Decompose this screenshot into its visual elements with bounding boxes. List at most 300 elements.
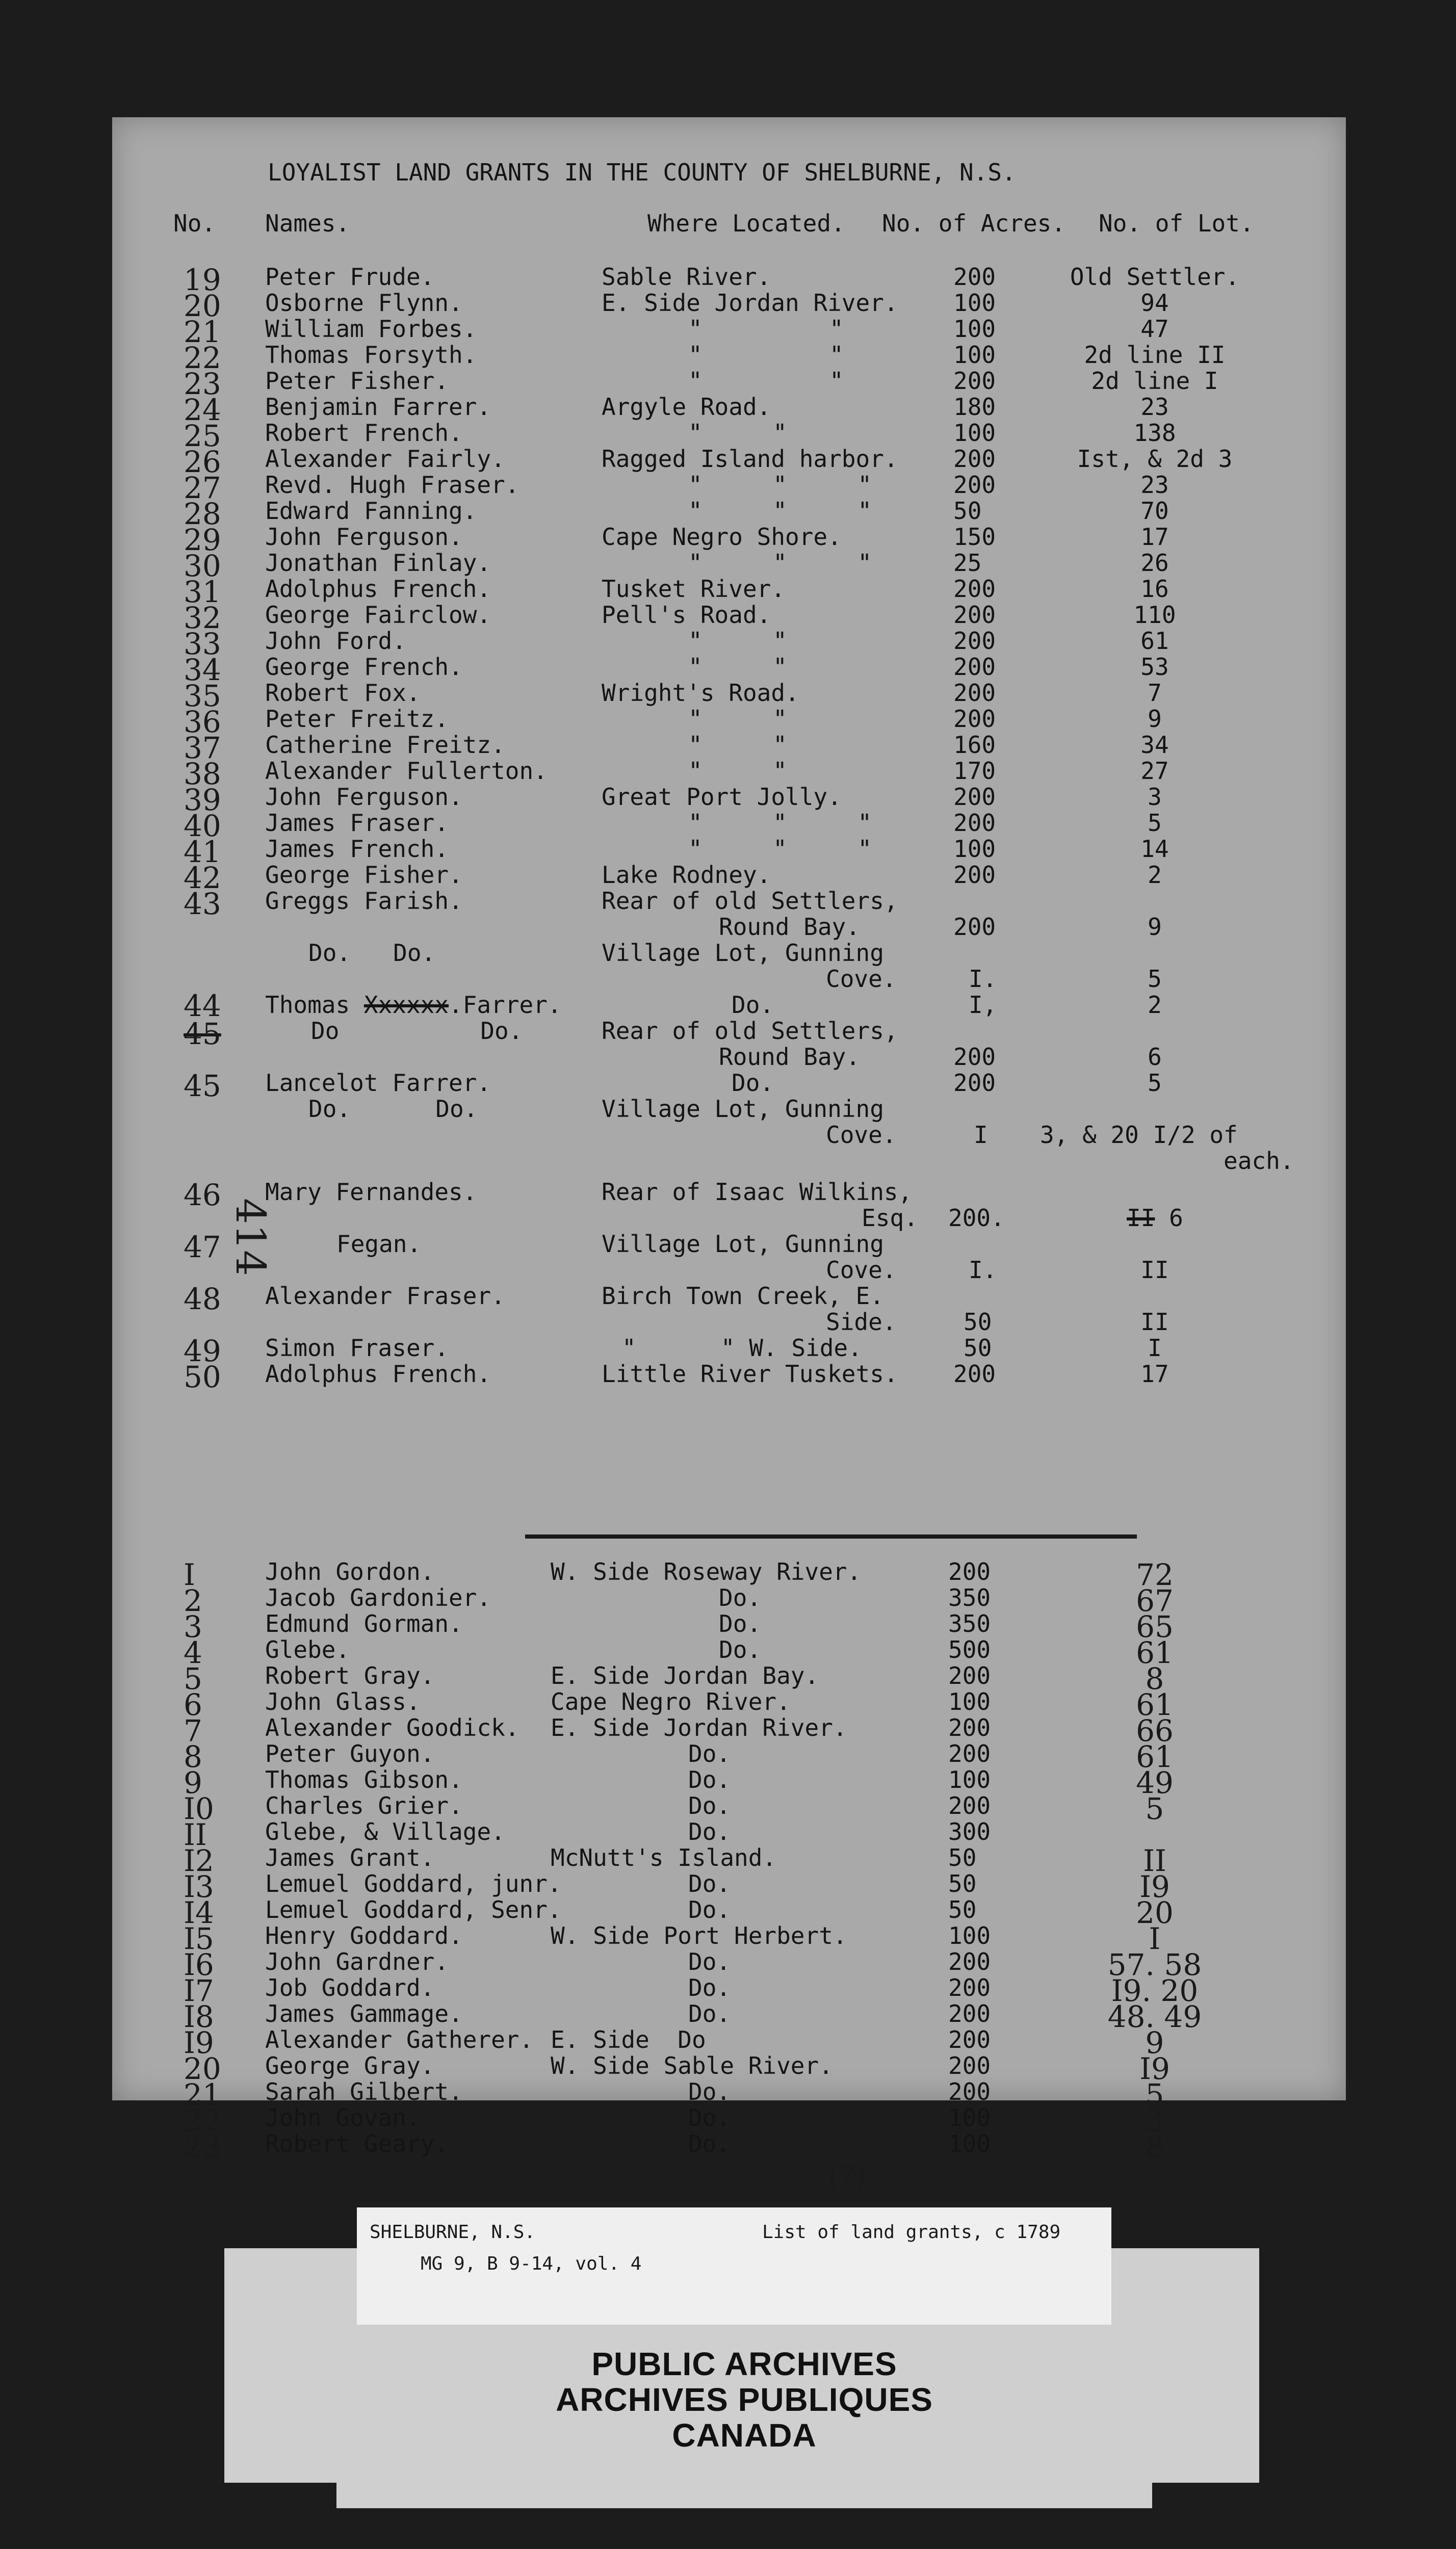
label-place: SHELBURNE, N.S. <box>370 2222 536 2243</box>
row-44-acres: I, <box>969 991 997 1019</box>
row-g-20-lot: I9 <box>1139 2051 1170 2086</box>
row-f-26-name: Alexander Fairly. <box>265 445 505 473</box>
row-45a-where-2: Round Bay. <box>719 1043 860 1071</box>
row-g-20-name: George Gray. <box>265 2052 435 2079</box>
row-g-9-acres: 100 <box>948 1766 991 1793</box>
row-f-23-name: Peter Fisher. <box>265 367 449 395</box>
archives-stamp <box>336 2325 1152 2508</box>
row-f-42-name: George Fisher. <box>265 861 463 889</box>
row-45-where: Do. <box>732 1069 774 1097</box>
row-f-34-lot: 53 <box>1140 653 1169 681</box>
row-f-24-where: Argyle Road. <box>602 393 771 421</box>
catalog-label <box>357 2207 1111 2335</box>
row-g-5-lot: 8 <box>1145 1661 1164 1696</box>
row-g-18-no: I8 <box>184 1999 214 2034</box>
row-f-42-no: 42 <box>184 861 221 895</box>
row-g-13-lot: I9 <box>1139 1869 1170 1904</box>
row-f-23-acres: 200 <box>953 367 996 395</box>
row-g-5-acres: 200 <box>948 1662 991 1689</box>
row-g-22-where: Do. <box>688 2104 731 2131</box>
row-g-23-acres: 100 <box>948 2130 991 2157</box>
row-f-26-no: 26 <box>184 445 221 479</box>
row-47-acres: I. <box>969 1256 997 1284</box>
row-g-3-lot: 65 <box>1136 1609 1174 1644</box>
row-f-25-acres: 100 <box>953 419 996 447</box>
row-g-10-name: Charles Grier. <box>265 1792 463 1819</box>
row-f-32-acres: 200 <box>953 601 996 629</box>
row-g-4-no: 4 <box>184 1635 202 1670</box>
row-44-struck-name: Xxxxxx <box>363 991 449 1019</box>
row-f-24-name: Benjamin Farrer. <box>265 393 491 421</box>
row-f-29-lot: 17 <box>1140 523 1169 551</box>
row-44-name: Thomas Xxxxxx.Farrer. <box>265 991 562 1019</box>
row-g-2-lot: 67 <box>1136 1583 1174 1618</box>
row-f-40-no: 40 <box>184 809 221 843</box>
row-f-37-name: Catherine Freitz. <box>265 731 505 759</box>
header-acres: No. of Acres. <box>882 210 1066 237</box>
row-47-where-1: Village Lot, Gunning <box>602 1230 884 1258</box>
row-g-20-no: 20 <box>184 2051 221 2086</box>
row-f-30-name: Jonathan Finlay. <box>265 549 491 577</box>
row-g-18-where: Do. <box>688 2000 731 2027</box>
row-g-2-acres: 350 <box>948 1584 991 1611</box>
row-g-19-lot: 9 <box>1145 2025 1164 2060</box>
row-f-21-acres: 100 <box>953 315 996 343</box>
row-f-31-where: Tusket River. <box>602 575 786 603</box>
row-g-9-name: Thomas Gibson. <box>265 1766 463 1793</box>
row-f-25-no: 25 <box>184 419 221 453</box>
row-g-12-acres: 50 <box>948 1844 977 1871</box>
row-g-21-where: Do. <box>688 2078 731 2105</box>
row-f-20-lot: 94 <box>1140 289 1169 317</box>
row-g-11-no: II <box>184 1817 207 1852</box>
row-f-40-lot: 5 <box>1148 809 1162 837</box>
row-g-11-acres: 300 <box>948 1818 991 1845</box>
row-f-32-where: Pell's Road. <box>602 601 771 629</box>
row-50-acres: 200 <box>953 1360 996 1388</box>
row-g-8-acres: 200 <box>948 1740 991 1767</box>
row-45-name: Lancelot Farrer. <box>265 1069 491 1097</box>
row-f-21-lot: 47 <box>1140 315 1169 343</box>
row-f-26-acres: 200 <box>953 445 996 473</box>
row-f-27-name: Revd. Hugh Fraser. <box>265 471 519 499</box>
row-g-10-lot: 5 <box>1145 1791 1164 1826</box>
row-f-35-where: Wright's Road. <box>602 679 799 707</box>
row-f-26-lot: Ist, & 2d 3 <box>1077 445 1233 473</box>
row-g-18-name: James Gammage. <box>265 2000 463 2027</box>
row-f-42-lot: 2 <box>1148 861 1162 889</box>
row-46-acres: 200. <box>948 1204 1005 1232</box>
row-f-22-acres: 100 <box>953 341 996 369</box>
row-g-9-lot: 49 <box>1136 1765 1174 1800</box>
row-f-27-acres: 200 <box>953 471 996 499</box>
row-g-7-where: E. Side Jordan River. <box>551 1714 847 1741</box>
row-g-1-lot: 72 <box>1136 1557 1174 1592</box>
row-g-2-no: 2 <box>184 1583 202 1618</box>
row-g-12-name: James Grant. <box>265 1844 435 1871</box>
header-names: Names. <box>265 210 350 237</box>
row-f-35-lot: 7 <box>1148 679 1162 707</box>
row-g-7-lot: 66 <box>1136 1713 1174 1748</box>
row-f-24-no: 24 <box>184 393 221 427</box>
row-g-3-acres: 350 <box>948 1610 991 1637</box>
row-50-name: Adolphus French. <box>265 1360 491 1388</box>
row-46-no: 46 <box>184 1178 221 1212</box>
row-f-21-name: William Forbes. <box>265 315 477 343</box>
row-g-23-where: Do. <box>688 2130 731 2157</box>
row-g-17-lot: I9. 20 <box>1111 1973 1199 2008</box>
row-g-15-acres: 100 <box>948 1922 991 1949</box>
row-48-no: 48 <box>184 1282 221 1316</box>
row-f-19-name: Peter Frude. <box>265 263 435 291</box>
row-f-30-lot: 26 <box>1140 549 1169 577</box>
row-f-35-no: 35 <box>184 679 221 713</box>
row-g-5-where: E. Side Jordan Bay. <box>551 1662 819 1689</box>
row-g-21-lot: 5 <box>1145 2077 1164 2112</box>
row-g-16-no: I6 <box>184 1947 214 1982</box>
row-g-4-acres: 500 <box>948 1636 991 1663</box>
row-47-name: Fegan. <box>336 1230 422 1258</box>
row-47-where-2: Cove. <box>826 1256 897 1284</box>
row-44-no: 44 <box>184 989 221 1023</box>
row-f-23-no: 23 <box>184 367 221 401</box>
row-f-30-where: " " " <box>688 549 872 577</box>
row-45a-no: 45 <box>184 1017 221 1051</box>
row-g-15-no: I5 <box>184 1921 214 1956</box>
row-f-36-where: " " <box>688 705 787 733</box>
row-45a-where-1: Rear of old Settlers, <box>602 1017 898 1045</box>
row-f-38-no: 38 <box>184 757 221 791</box>
header-where-located: Where Located. <box>647 210 845 237</box>
row-43-do-where-1: Village Lot, Gunning <box>602 939 884 967</box>
row-46-struck-lot: II <box>1127 1204 1155 1232</box>
row-g-22-name: John Govan. <box>265 2104 421 2131</box>
row-f-32-no: 32 <box>184 601 221 635</box>
row-f-28-where: " " " <box>688 497 872 525</box>
row-f-41-acres: 100 <box>953 835 996 863</box>
row-f-37-acres: 160 <box>953 731 996 759</box>
row-g-8-lot: 61 <box>1136 1739 1174 1774</box>
row-47-lot: II <box>1140 1256 1169 1284</box>
row-g-21-no: 21 <box>184 2077 221 2112</box>
row-g-19-name: Alexander Gatherer. <box>265 2026 534 2053</box>
row-g-12-where: McNutt's Island. <box>551 1844 777 1871</box>
row-g-13-name: Lemuel Goddard, junr. <box>265 1870 562 1897</box>
row-43-no: 43 <box>184 887 221 921</box>
row-g-13-acres: 50 <box>948 1870 977 1897</box>
row-f-31-name: Adolphus French. <box>265 575 491 603</box>
row-f-39-lot: 3 <box>1148 783 1162 811</box>
row-49-no: 49 <box>184 1334 221 1368</box>
row-46-where-2: Esq. <box>862 1204 918 1232</box>
row-g-19-acres: 200 <box>948 2026 991 2053</box>
row-48-where-1: Birch Town Creek, E. <box>602 1282 884 1310</box>
row-f-39-name: John Ferguson. <box>265 783 463 811</box>
row-g-23-no: 23 <box>184 2129 221 2164</box>
row-f-26-where: Ragged Island harbor. <box>602 445 898 473</box>
row-43-lot: 9 <box>1148 913 1162 941</box>
row-f-28-lot: 70 <box>1140 497 1169 525</box>
row-g-23-name: Robert Geary. <box>265 2130 449 2157</box>
row-f-28-name: Edward Fanning. <box>265 497 477 525</box>
row-g-19-no: I9 <box>184 2025 214 2060</box>
row-f-30-no: 30 <box>184 549 221 583</box>
row-f-41-name: James French. <box>265 835 449 863</box>
row-f-40-acres: 200 <box>953 809 996 837</box>
row-g-1-no: I <box>184 1557 195 1592</box>
row-g-9-no: 9 <box>184 1765 202 1800</box>
row-g-1-name: John Gordon. <box>265 1558 435 1585</box>
row-45-do-lot-1: 3, & 20 I/2 of <box>1040 1121 1238 1149</box>
row-g-10-acres: 200 <box>948 1792 991 1819</box>
row-f-42-acres: 200 <box>953 861 996 889</box>
row-f-33-lot: 61 <box>1140 627 1169 655</box>
row-g-14-lot: 20 <box>1136 1895 1174 1930</box>
row-g-8-no: 8 <box>184 1739 202 1774</box>
row-f-34-no: 34 <box>184 653 221 687</box>
row-g-7-name: Alexander Goodick. <box>265 1714 519 1741</box>
row-f-31-acres: 200 <box>953 575 996 603</box>
row-f-22-where: " " <box>688 341 844 369</box>
row-48-name: Alexander Fraser. <box>265 1282 505 1310</box>
row-g-16-name: John Gardner. <box>265 1948 449 1975</box>
row-f-28-no: 28 <box>184 497 221 531</box>
row-43-do-where-2: Cove. <box>826 965 897 993</box>
row-f-23-where: " " <box>688 367 844 395</box>
row-45-do-name: Do. Do. <box>308 1095 478 1123</box>
row-g-16-where: Do. <box>688 1948 731 1975</box>
row-45-do-where-2: Cove. <box>826 1121 897 1149</box>
row-g-18-lot: 48. 49 <box>1107 1999 1202 2034</box>
row-g-8-name: Peter Guyon. <box>265 1740 435 1767</box>
row-f-31-no: 31 <box>184 575 221 609</box>
document-title: LOYALIST LAND GRANTS IN THE COUNTY OF SHELBURNE, N.S. <box>268 159 1016 186</box>
row-f-41-where: " " " <box>688 835 872 863</box>
row-f-33-acres: 200 <box>953 627 996 655</box>
row-f-34-where: " " <box>688 653 787 681</box>
row-f-19-no: 19 <box>184 263 221 297</box>
row-f-30-acres: 25 <box>953 549 982 577</box>
row-g-5-no: 5 <box>184 1661 202 1696</box>
row-50-lot: 17 <box>1140 1360 1169 1388</box>
label-description: List of land grants, c 1789 <box>762 2222 1061 2243</box>
row-g-12-no: I2 <box>184 1843 214 1878</box>
row-g-14-where: Do. <box>688 1896 731 1923</box>
row-g-18-acres: 200 <box>948 2000 991 2027</box>
row-f-37-where: " " <box>688 731 787 759</box>
row-48-acres: 50 <box>964 1308 992 1336</box>
row-g-3-where: Do. <box>719 1610 762 1637</box>
row-f-19-where: Sable River. <box>602 263 771 291</box>
row-f-34-name: George French. <box>265 653 463 681</box>
row-f-21-where: " " <box>688 315 844 343</box>
row-g-17-where: Do. <box>688 1974 731 2001</box>
row-f-25-lot: 138 <box>1133 419 1176 447</box>
row-g-3-name: Edmund Gorman. <box>265 1610 463 1637</box>
row-49-where: " " W. Side. <box>622 1334 862 1362</box>
row-43-do-lot: 5 <box>1148 965 1162 993</box>
row-f-20-where: E. Side Jordan River. <box>602 289 898 317</box>
row-f-27-where: " " " <box>688 471 872 499</box>
row-43-where-1: Rear of old Settlers, <box>602 887 898 915</box>
row-f-39-where: Great Port Jolly. <box>602 783 842 811</box>
document-sheet <box>112 117 1346 2192</box>
row-f-19-lot: Old Settler. <box>1070 263 1240 291</box>
row-43-acres: 200 <box>953 913 996 941</box>
row-49-acres: 50 <box>964 1334 992 1362</box>
row-g-15-lot: I <box>1149 1921 1161 1956</box>
row-45-acres: 200 <box>953 1069 996 1097</box>
row-49-lot: I <box>1148 1334 1162 1362</box>
row-g-6-where: Cape Negro River. <box>551 1688 791 1715</box>
row-g-12-lot: II <box>1143 1843 1166 1878</box>
row-45a-acres: 200 <box>953 1043 996 1071</box>
row-f-38-where: " " <box>688 757 787 785</box>
row-f-29-no: 29 <box>184 523 221 557</box>
row-g-20-where: W. Side Sable River. <box>551 2052 833 2079</box>
row-g-2-where: Do. <box>719 1584 762 1611</box>
row-g-16-lot: 57. 58 <box>1107 1947 1202 1982</box>
row-f-27-lot: 23 <box>1140 471 1169 499</box>
row-g-7-no: 7 <box>184 1713 202 1748</box>
row-45-do-lot-2: each. <box>1224 1147 1294 1175</box>
row-g-6-no: 6 <box>184 1687 202 1722</box>
row-47-no: 47 <box>184 1230 221 1264</box>
row-g-10-where: Do. <box>688 1792 731 1819</box>
row-g-21-acres: 200 <box>948 2078 991 2105</box>
row-g-23-lot: 8 <box>1145 2129 1164 2164</box>
row-f-32-lot: 110 <box>1133 601 1176 629</box>
row-46-lot: II 6 <box>1127 1204 1183 1232</box>
section-divider <box>525 1534 1137 1539</box>
row-f-34-acres: 200 <box>953 653 996 681</box>
row-g-6-name: John Glass. <box>265 1688 421 1715</box>
row-46-where-1: Rear of Isaac Wilkins, <box>602 1178 913 1206</box>
row-g-5-name: Robert Gray. <box>265 1662 435 1689</box>
row-43-name: Greggs Farish. <box>265 887 463 915</box>
row-50-no: 50 <box>184 1360 221 1394</box>
row-f-38-lot: 27 <box>1140 757 1169 785</box>
row-45-do-where-1: Village Lot, Gunning <box>602 1095 884 1123</box>
header-lot: No. of Lot. <box>1099 210 1254 237</box>
row-f-31-lot: 16 <box>1140 575 1169 603</box>
row-g-14-no: I4 <box>184 1895 214 1930</box>
row-g-10-no: I0 <box>184 1791 214 1826</box>
row-g-15-name: Henry Goddard. <box>265 1922 463 1949</box>
stamp-line-2: ARCHIVES PUBLIQUES <box>556 2381 933 2418</box>
row-g-22-acres: 100 <box>948 2104 991 2131</box>
row-g-6-lot: 61 <box>1136 1687 1174 1722</box>
row-g-4-lot: 61 <box>1136 1635 1174 1670</box>
stamp-line-3: CANADA <box>672 2417 817 2454</box>
row-45-do-acres: I <box>974 1121 988 1149</box>
row-f-41-no: 41 <box>184 835 221 869</box>
row-g-11-name: Glebe, & Village. <box>265 1818 505 1845</box>
row-g-7-acres: 200 <box>948 1714 991 1741</box>
row-g-13-no: I3 <box>184 1869 214 1904</box>
row-44-lot: 2 <box>1148 991 1162 1019</box>
margin-note: 414 <box>226 1198 274 1276</box>
label-reference: MG 9, B 9-14, vol. 4 <box>421 2253 642 2274</box>
row-f-36-no: 36 <box>184 705 221 739</box>
row-48-where-2: Side. <box>826 1308 897 1336</box>
row-g-17-name: Job Goddard. <box>265 1974 435 2001</box>
row-g-21-name: Sarah Gilbert. <box>265 2078 463 2105</box>
row-f-40-where: " " " <box>688 809 872 837</box>
row-f-38-name: Alexander Fullerton. <box>265 757 548 785</box>
row-g-11-where: Do. <box>688 1818 731 1845</box>
row-f-33-where: " " <box>688 627 787 655</box>
row-f-24-lot: 23 <box>1140 393 1169 421</box>
row-f-39-no: 39 <box>184 783 221 817</box>
row-45-no: 45 <box>184 1069 221 1103</box>
row-44-where: Do. <box>732 991 774 1019</box>
row-f-33-name: John Ford. <box>265 627 406 655</box>
row-f-20-name: Osborne Flynn. <box>265 289 463 317</box>
row-43-do-acres: I. <box>969 965 997 993</box>
page-number: (7) <box>828 2162 866 2192</box>
stamp-line-1: PUBLIC ARCHIVES <box>591 2346 897 2382</box>
row-f-24-acres: 180 <box>953 393 996 421</box>
row-f-22-name: Thomas Forsyth. <box>265 341 477 369</box>
row-g-8-where: Do. <box>688 1740 731 1767</box>
row-f-29-acres: 150 <box>953 523 996 551</box>
row-g-19-where: E. Side Do <box>551 2026 706 2053</box>
row-48-lot: II <box>1140 1308 1169 1336</box>
row-g-16-acres: 200 <box>948 1948 991 1975</box>
row-g-13-where: Do. <box>688 1870 731 1897</box>
row-g-4-name: Glebe. <box>265 1636 350 1663</box>
row-f-20-no: 20 <box>184 289 221 323</box>
row-g-14-name: Lemuel Goddard, Senr. <box>265 1896 562 1923</box>
row-g-1-acres: 200 <box>948 1558 991 1585</box>
row-43-where-2: Round Bay. <box>719 913 860 941</box>
header-no: No. <box>173 210 216 237</box>
row-f-38-acres: 170 <box>953 757 996 785</box>
row-g-2-name: Jacob Gardonier. <box>265 1584 491 1611</box>
row-45-lot: 5 <box>1148 1069 1162 1097</box>
row-f-37-lot: 34 <box>1140 731 1169 759</box>
row-45a-lot: 6 <box>1148 1043 1162 1071</box>
row-g-6-acres: 100 <box>948 1688 991 1715</box>
row-f-27-no: 27 <box>184 471 221 505</box>
row-f-22-lot: 2d line II <box>1084 341 1226 369</box>
row-f-23-lot: 2d line I <box>1091 367 1218 395</box>
row-f-36-acres: 200 <box>953 705 996 733</box>
row-f-32-name: George Fairclow. <box>265 601 491 629</box>
row-f-36-lot: 9 <box>1148 705 1162 733</box>
row-f-21-no: 21 <box>184 315 221 349</box>
row-f-20-acres: 100 <box>953 289 996 317</box>
row-g-20-acres: 200 <box>948 2052 991 2079</box>
row-f-42-where: Lake Rodney. <box>602 861 771 889</box>
row-f-36-name: Peter Freitz. <box>265 705 449 733</box>
row-f-33-no: 33 <box>184 627 221 661</box>
row-f-19-acres: 200 <box>953 263 996 291</box>
row-46-name: Mary Fernandes. <box>265 1178 477 1206</box>
row-43-do-name: Do. Do. <box>308 939 436 967</box>
row-f-37-no: 37 <box>184 731 221 765</box>
row-f-29-where: Cape Negro Shore. <box>602 523 842 551</box>
row-f-22-no: 22 <box>184 341 221 375</box>
row-g-3-no: 3 <box>184 1609 202 1644</box>
row-45a-name: Do Do. <box>311 1017 523 1045</box>
row-g-9-where: Do. <box>688 1766 731 1793</box>
row-g-22-lot: 3 <box>1145 2103 1164 2138</box>
row-f-25-where: " " <box>688 419 787 447</box>
row-g-17-acres: 200 <box>948 1974 991 2001</box>
row-f-39-acres: 200 <box>953 783 996 811</box>
